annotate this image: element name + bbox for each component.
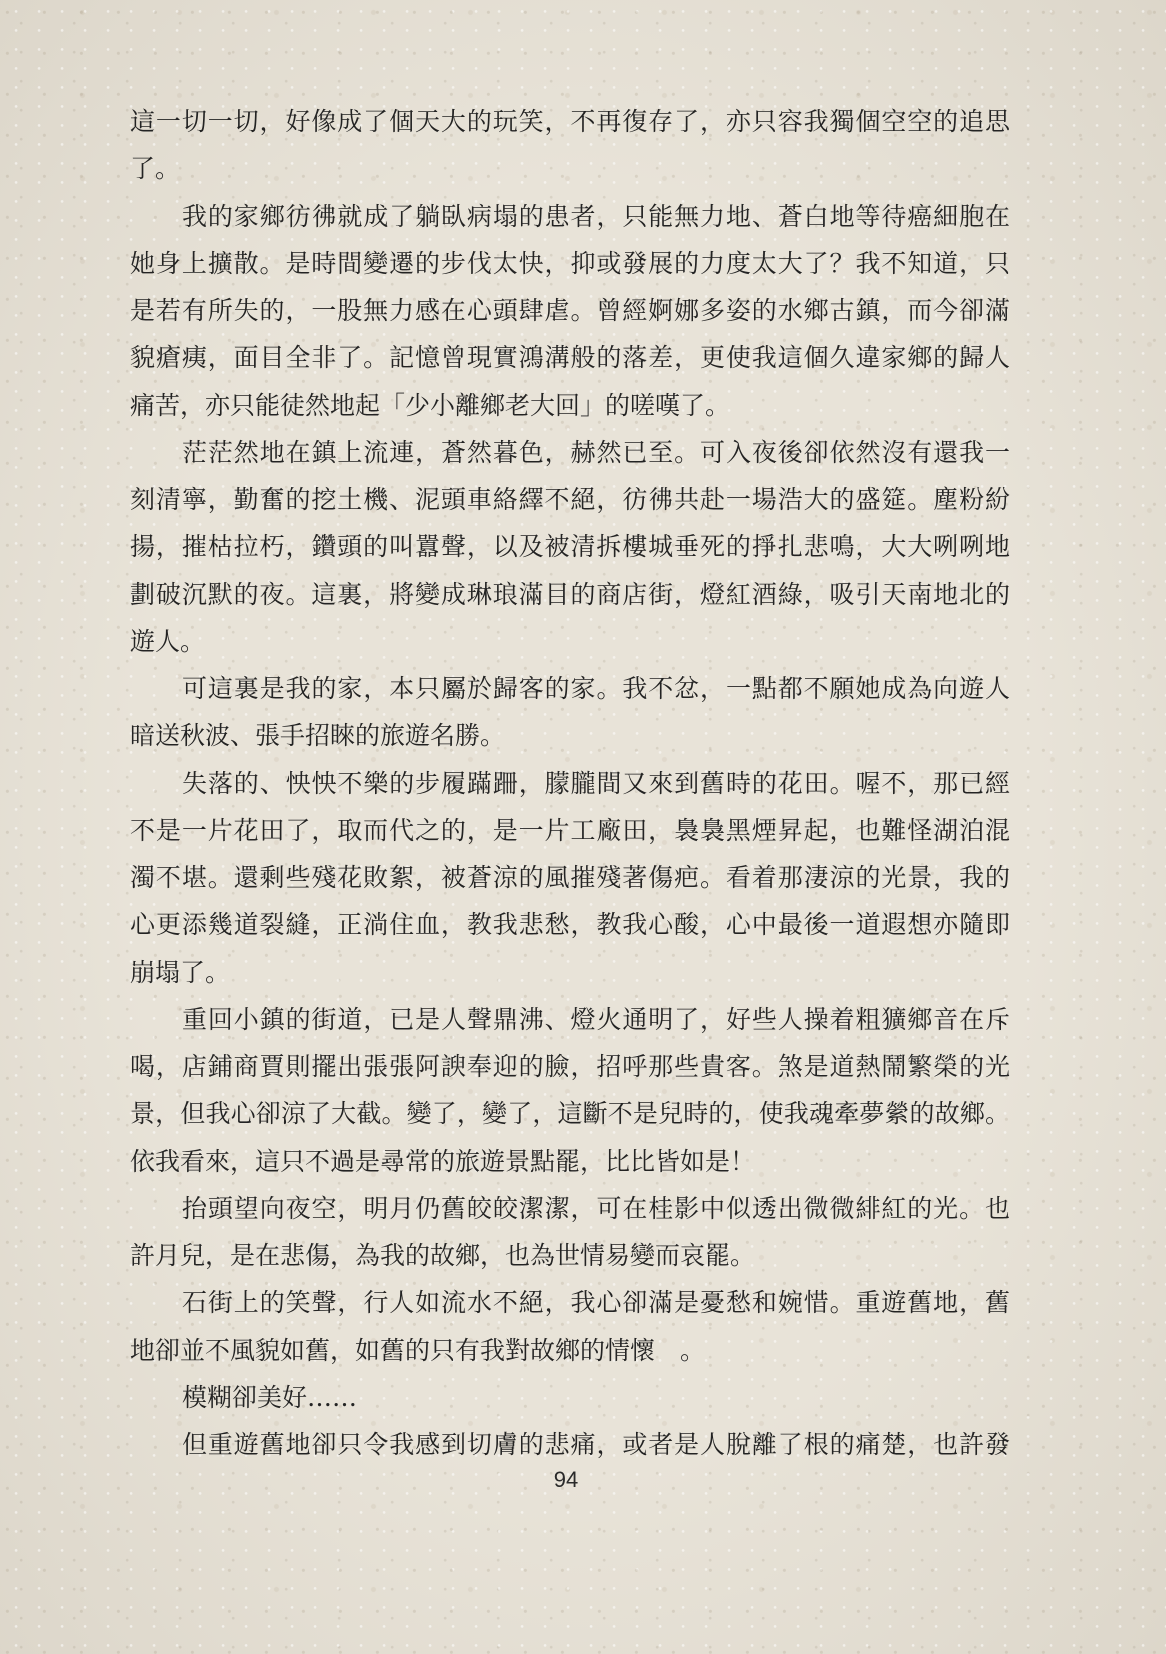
paragraph (130, 193, 1010, 429)
text-line: 我的家鄉彷彿就成了躺臥病塌的患者，只能無力地、蒼白地等待癌細胞在 (182, 201, 1010, 231)
text-line: 模糊卻美好…… (182, 1382, 358, 1412)
text-line: 她身上擴散。是時間變遷的步伐太快，抑或發展的力度太大了？我不知道，只 (130, 248, 1010, 278)
text-line: 遊人。 (130, 626, 206, 656)
text-line: 了。 (130, 154, 181, 184)
paragraph (130, 1374, 1010, 1421)
body-text (130, 98, 1010, 1468)
text-line: 重回小鎮的街道，已是人聲鼎沸、燈火通明了，好些人操着粗獷鄉音在斥 (182, 1004, 1010, 1034)
text-line: 心更添幾道裂縫，正淌住血，教我悲愁，教我心酸，心中最後一道遐想亦隨即 (130, 910, 1010, 940)
text-line: 景，但我心卻涼了大截。變了，變了，這斷不是兒時的，使我魂牽夢縈的故鄉。 (130, 1099, 1010, 1129)
paragraph (130, 996, 1010, 1185)
text-line: 貌瘡痍，面目全非了。記憶曾現實鴻溝般的落差，更使我這個久違家鄉的歸人 (130, 343, 1010, 373)
text-line: 痛苦，亦只能徒然地起「少小離鄉老大回」的嗟嘆了。 (130, 390, 731, 420)
text-line: 但重遊舊地卻只令我感到切膚的悲痛，或者是人脫離了根的痛楚，也許發 (182, 1430, 1010, 1459)
text-line: 石街上的笑聲，行人如流水不絕，我心卻滿是憂愁和婉惜。重遊舊地，舊 (182, 1288, 1010, 1318)
text-line: 是若有所失的，一股無力感在心頭肆虐。曾經婀娜多姿的水鄉古鎮，而今卻滿 (130, 296, 1010, 325)
paragraph (130, 429, 1010, 665)
text-line: 茫茫然地在鎮上流連，蒼然暮色，赫然已至。可入夜後卻依然沒有還我一 (182, 437, 1010, 467)
text-line: 許月兒，是在悲傷，為我的故鄉，也為世情易變而哀罷。 (130, 1241, 756, 1270)
text-line: 失落的、怏怏不樂的步履蹣跚，朦朧間又來到舊時的花田。喔不，那已經 (182, 768, 1010, 798)
page-number: 94 (553, 1467, 579, 1492)
text-line: 這一切一切，好像成了個天大的玩笑，不再復存了，亦只容我獨個空空的追思 (130, 107, 1010, 136)
text-line: 劃破沉默的夜。這裏，將變成琳琅滿目的商店街，燈紅酒綠，吸引天南地北的 (130, 579, 1010, 609)
text-line: 抬頭望向夜空，明月仍舊皎皎潔潔，可在桂影中似透出微微緋紅的光。也 (182, 1193, 1010, 1223)
paragraph (130, 665, 1010, 760)
text-line: 可這裏是我的家，本只屬於歸客的家。我不忿，一點都不願她成為向遊人 (182, 674, 1010, 703)
text-line: 不是一片花田了，取而代之的，是一片工廠田，裊裊黑煙昇起，也難怪湖泊混 (130, 815, 1010, 845)
text-line: 揚，摧枯拉朽，鑽頭的叫囂聲，以及被清拆樓城垂死的掙扎悲鳴，大大咧咧地 (130, 532, 1010, 562)
paragraph (130, 1185, 1010, 1280)
text-line: 崩塌了。 (130, 957, 231, 987)
paragraph (130, 1279, 1010, 1374)
text-line: 刻清寧，勤奮的挖土機、泥頭車絡繹不絕，彷彿共赴一場浩大的盛筵。塵粉紛 (130, 485, 1010, 514)
text-line: 喝，店鋪商賈則擺出張張阿諛奉迎的臉，招呼那些貴客。煞是道熱鬧繁榮的光 (130, 1052, 1010, 1081)
text-line: 依我看來，這只不過是尋常的旅遊景點罷，比比皆如是！ (130, 1146, 756, 1176)
paragraph (130, 98, 1010, 193)
text-line: 暗送秋波、張手招睞的旅遊名勝。 (130, 721, 506, 751)
paragraph (130, 1421, 1010, 1468)
paragraph (130, 760, 1010, 996)
text-line: 濁不堪。還剩些殘花敗絮，被蒼涼的風摧殘著傷疤。看着那淒涼的光景，我的 (130, 863, 1010, 892)
text-line: 地卻並不風貌如舊，如舊的只有我對故鄉的情懷 。 (130, 1335, 706, 1365)
